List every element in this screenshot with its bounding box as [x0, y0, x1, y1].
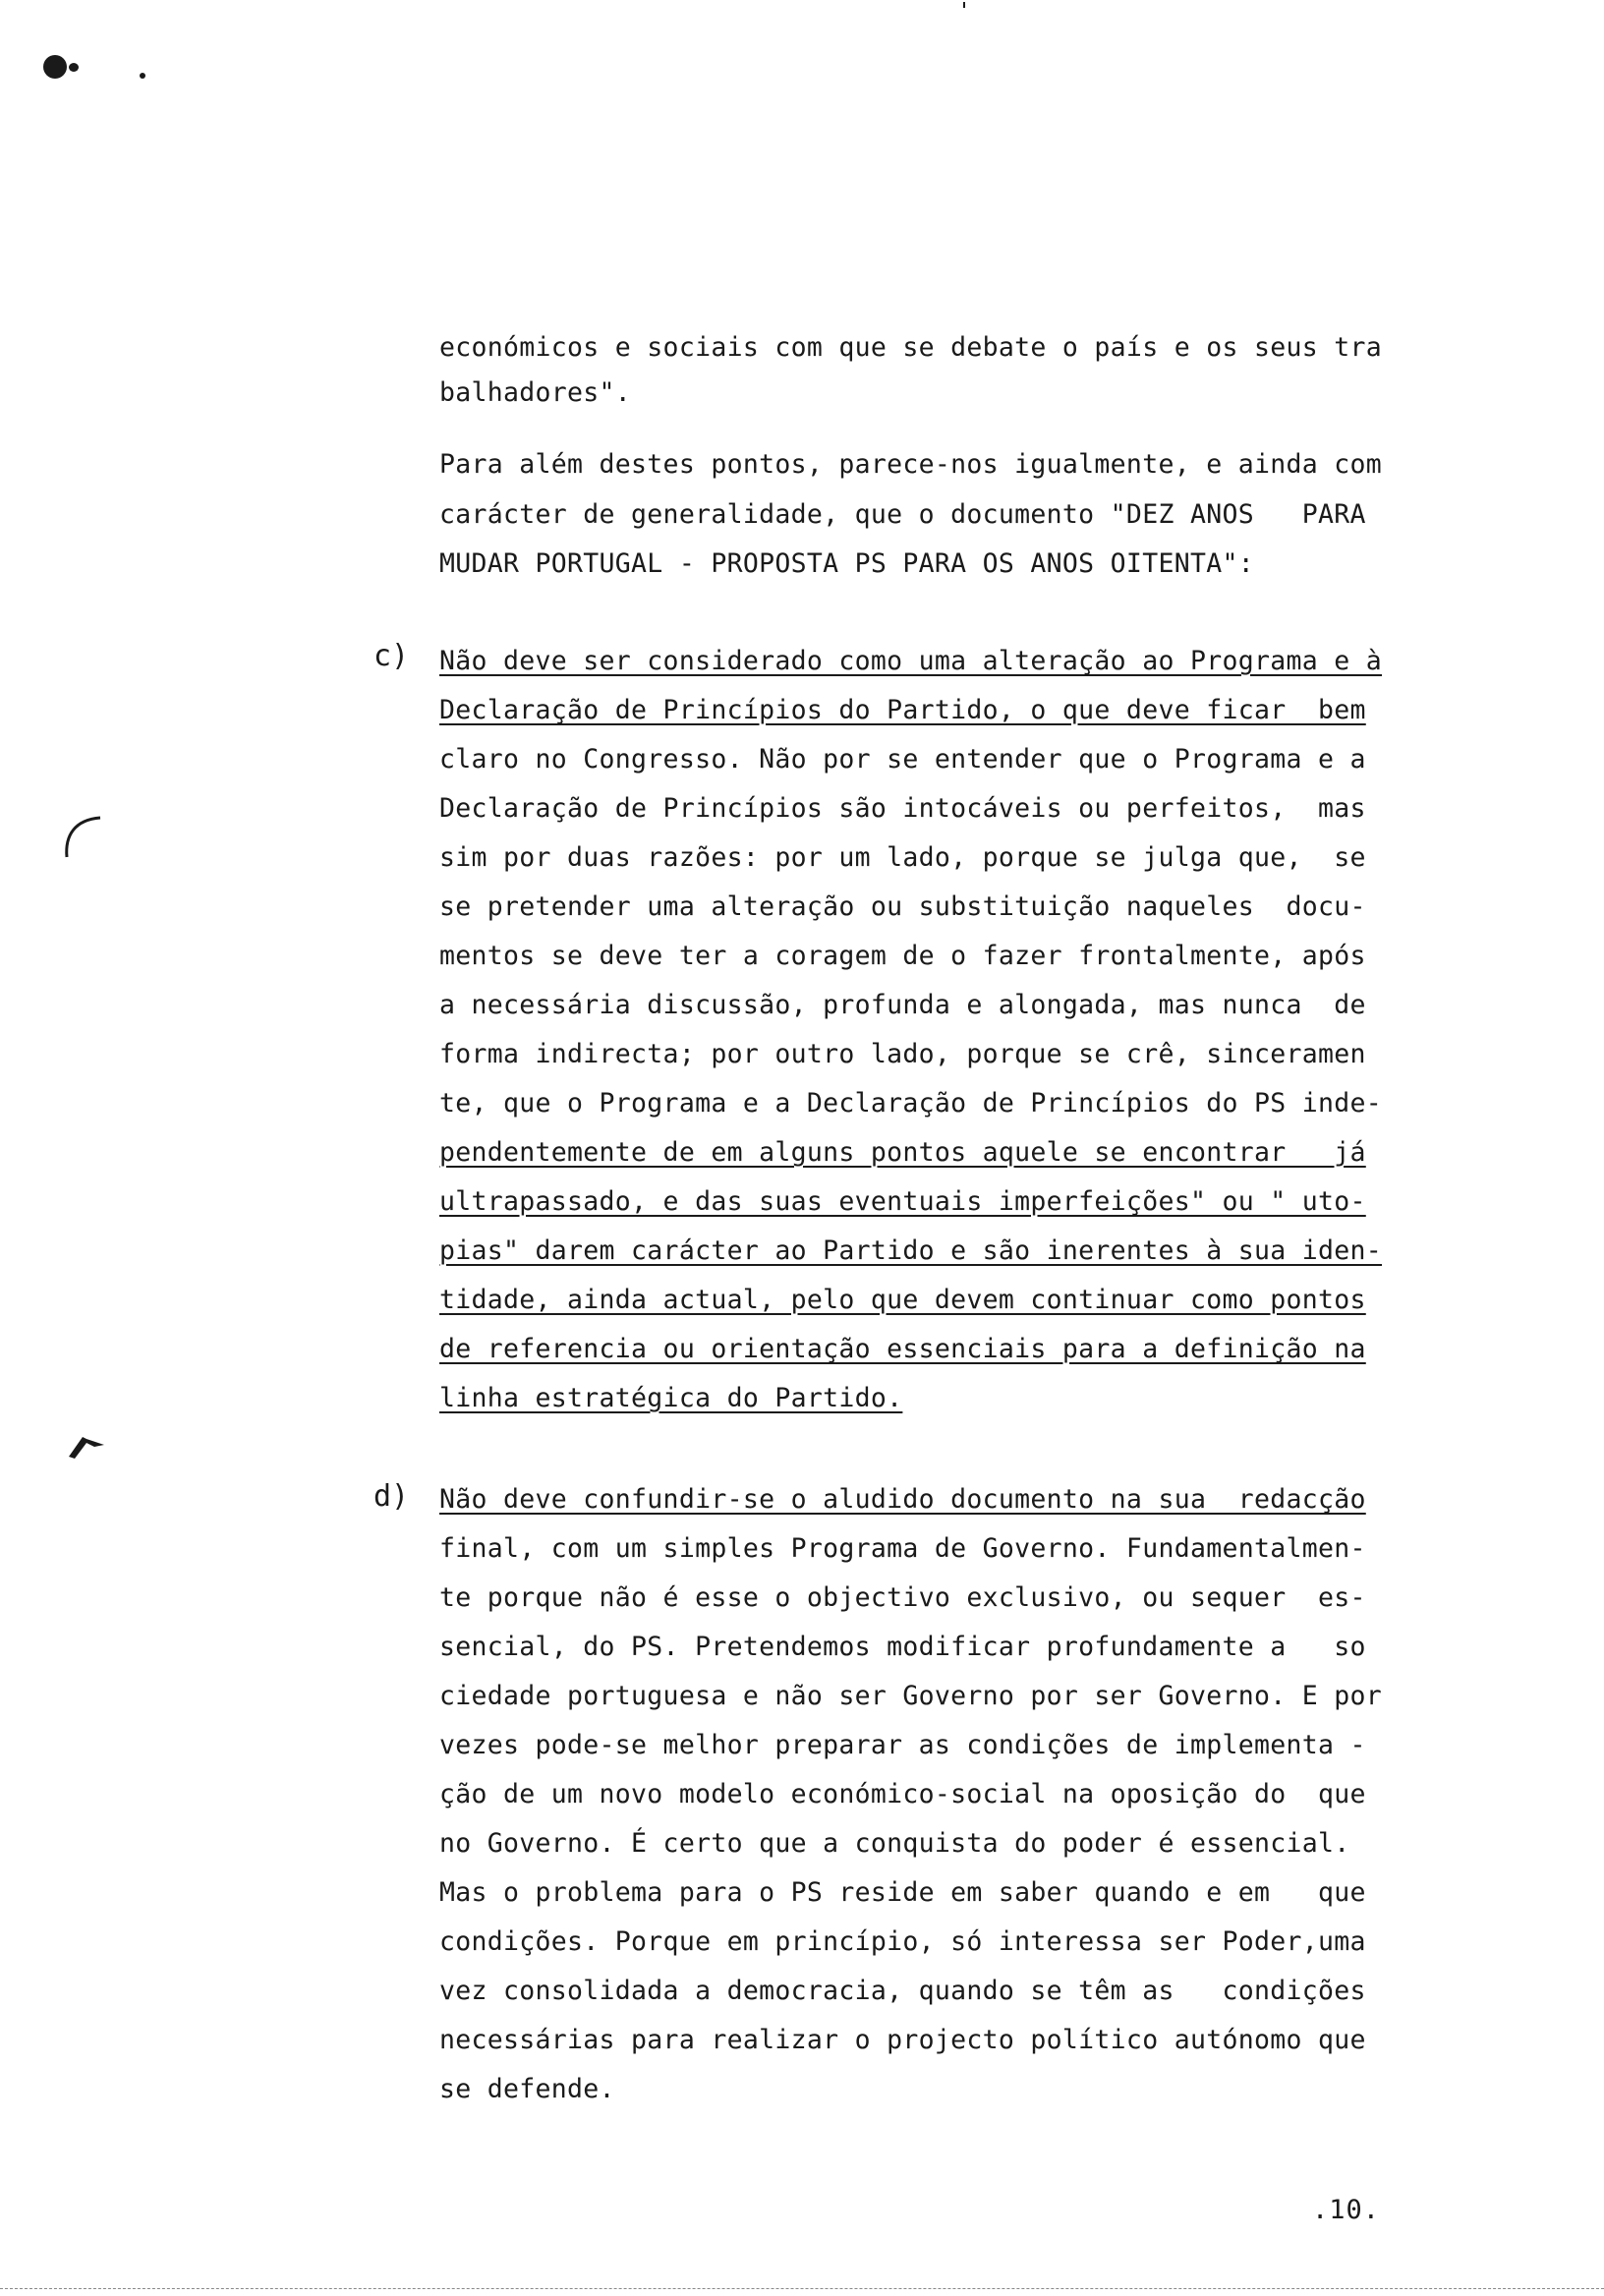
text-line: económicos e sociais com que se debate o país e os seus tra	[439, 332, 1383, 363]
underlined-line: linha estratégica do Partido.	[439, 1383, 903, 1413]
paragraph-label: d)	[373, 1479, 410, 1514]
underlined-line: Não deve confundir-se o aludido documento na sua redacção	[439, 1484, 1366, 1515]
text-line: Declaração de Princípios são intocáveis ou perfeitos, mas	[439, 793, 1366, 824]
text-line: se pretender uma alteração ou substituição naqueles docu-	[439, 891, 1366, 922]
scan-edge-line	[0, 2288, 1604, 2289]
text-line: te, que o Programa e a Declaração de Princípios do PS inde-	[439, 1088, 1383, 1119]
text-line: vezes pode-se melhor preparar as condições de implementa -	[439, 1730, 1366, 1760]
text-line: carácter de generalidade, que o documento "DEZ ANOS PARA	[439, 499, 1366, 530]
text-line: ção de um novo modelo económico-social na oposição do que	[439, 1779, 1366, 1809]
margin-arrow-mark	[65, 1431, 110, 1461]
text-line: sim por duas razões: por um lado, porque se julga que, se	[439, 842, 1366, 873]
text-line: claro no Congresso. Não por se entender que o Programa e a	[439, 744, 1366, 775]
underlined-line: pendentemente de em alguns pontos aquele se encontrar já	[439, 1137, 1366, 1168]
page-number: .10.	[1312, 2195, 1381, 2225]
underlined-line: Não deve ser considerado como uma alteração ao Programa e à	[439, 646, 1383, 676]
text-line: balhadores".	[439, 377, 632, 408]
text-line: MUDAR PORTUGAL - PROPOSTA PS PARA OS ANOS OITENTA":	[439, 548, 1254, 579]
underlined-line: tidade, ainda actual, pelo que devem continuar como pontos	[439, 1285, 1366, 1315]
text-line: ciedade portuguesa e não ser Governo por ser Governo. E por	[439, 1681, 1383, 1711]
underlined-line: de referencia ou orientação essenciais para a definição na	[439, 1334, 1366, 1364]
text-line: Para além destes pontos, parece-nos igualmente, e ainda com	[439, 449, 1383, 480]
text-line: final, com um simples Programa de Governo. Fundamentalmen-	[439, 1533, 1366, 1564]
text-line: se defende.	[439, 2074, 615, 2104]
text-line: vez consolidada a democracia, quando se têm as condições	[439, 1976, 1366, 2006]
punch-hole-mark	[43, 55, 67, 79]
paragraph-label: c)	[373, 639, 410, 673]
text-line: forma indirecta; por outro lado, porque se crê, sinceramen	[439, 1039, 1366, 1069]
text-line: necessárias para realizar o projecto político autónomo que	[439, 2025, 1366, 2055]
ink-dot	[140, 73, 145, 79]
text-line: mentos se deve ter a coragem de o fazer frontalmente, após	[439, 941, 1366, 971]
ink-dot	[963, 2, 965, 8]
text-line: a necessária discussão, profunda e alongada, mas nunca de	[439, 990, 1366, 1020]
text-line: no Governo. É certo que a conquista do poder é essencial.	[439, 1828, 1350, 1859]
underlined-line: Declaração de Princípios do Partido, o que deve ficar bem	[439, 695, 1366, 725]
margin-curve-mark	[59, 812, 108, 861]
text-line: sencial, do PS. Pretendemos modificar profundamente a so	[439, 1632, 1366, 1662]
text-line: condições. Porque em princípio, só interessa ser Poder,uma	[439, 1926, 1366, 1957]
punch-hole-mark	[69, 63, 79, 72]
underlined-line: ultrapassado, e das suas eventuais imperfeições" ou " uto-	[439, 1186, 1366, 1217]
underlined-line: pias" darem carácter ao Partido e são inerentes à sua iden-	[439, 1235, 1383, 1266]
text-line: te porque não é esse o objectivo exclusivo, ou sequer es-	[439, 1582, 1366, 1613]
text-line: Mas o problema para o PS reside em saber quando e em que	[439, 1877, 1366, 1908]
